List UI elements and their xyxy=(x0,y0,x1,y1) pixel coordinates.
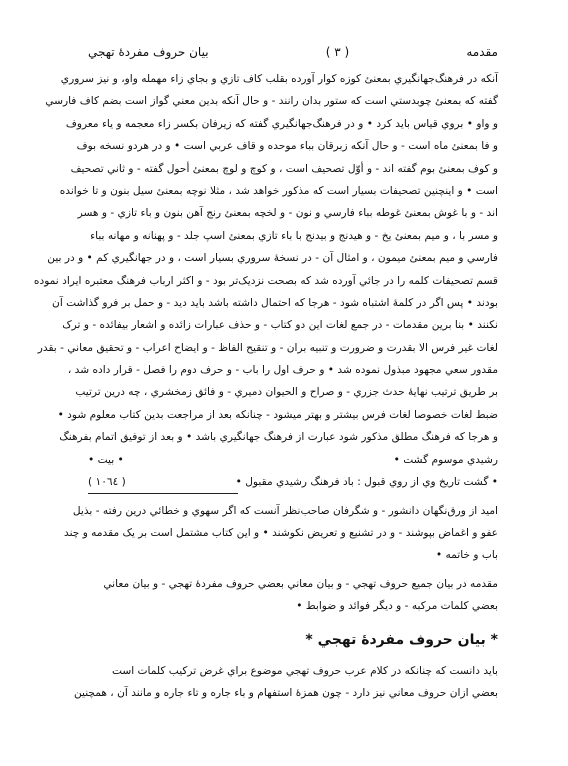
text-line: گفته که بمعنئ چوبدستي است که ستور بدان رانند - و حال آنکه بدين معني گواز است بضم کاف فارسي xyxy=(45,95,498,108)
text-line-with-bayt xyxy=(88,449,498,471)
text-line: آنکه در فرهنگ‌جهانگيري بمعنئ کوزه کوار آورده بقلب کاف تازي و بجاي زاء مهمله واو، و نيز سروري xyxy=(60,73,498,85)
text-line: لغات غير فرس الا بقدرت و ضرورت و تنبيه بران - و تنقيح الفاظ - و ايضاح اعراب - و تحقيق معاني - بقدر xyxy=(37,341,498,354)
verse-text: • گشت تاريخ وي از روي قبول : باد فرهنگ رشيدي مقبول • xyxy=(235,475,498,488)
text-line: بعضي کلمات مرکبه - و ديگر فوائد و ضوابط • xyxy=(296,600,498,613)
text-line: بايد دانست که چنانکه در کلام عرب حروف تهجي موضوع براي غرض ترکيب کلمات است xyxy=(111,664,498,677)
text-line: و کوف بمعنئ بوم گفته اند - و أوّل تصحيف است ، و کوچ و لوچ بمعنئ أحول گفته - و ثاني تصحيف xyxy=(70,162,498,175)
text-line: بودند • پس اگر در کلمۀ اشتباه شود - هرجا که احتمال داشته باشد بايد ديد - و حمل بر فرو گذاشت آن xyxy=(52,296,498,309)
text-line: است • و اينچنين تصحيفات بسيار است که مذکور خواهد شد ، مثلا نوچه بمعنئ سيل بنون و تا خوانده xyxy=(59,184,498,197)
text-line: و هرجا که فرهنگ مطلق مذکور شود عبارت از فرهنگ جهانگيري باشد • و بعد از توفيق اتمام بفرهنگ xyxy=(59,431,498,444)
text-line: بعضي ازان حروف معاني نيز دارد - چون همزۀ استفهام و باء جاره و تاء جاره و مانند آن ، همچنين xyxy=(73,686,498,699)
text-line: و فا بمعنئ ماه است - و حال آنکه زبرقان بباء موحده و قاف عربي است • و در هردو نسخه بوف xyxy=(76,140,498,153)
text-line: بر طريق ترتيب نهايۀ حدث جزري - و صراح و الحيوان دميري - و فائق زمخشري ، چه درين ترتيب xyxy=(75,386,498,399)
text-line: ضبط لغات خصوصا لغات فرس بيشتر و بهتر ميشود - چنانکه بعد از مراجعت بدين کتاب معلوم شود • xyxy=(57,408,498,421)
text-line: اميد از ورق‌نگهان دانشور - و شگرفان صاحب‌نظر آنست که اگر سهوي و خطائي درين رفته - بذيل xyxy=(72,504,498,517)
text-line: عفو و اغماض بپوشند - و در تشنيع و تعريض نکوشند • و اين کتاب مشتمل است بر يک مقدمه و چند xyxy=(64,527,498,540)
text-line: و واو • بروي قياس بايد کرد • و در فرهنگ‌جهانگيري گفته که زيرفان بکسر زاء معجمه و ياء معروف xyxy=(65,117,498,130)
closing-paragraph xyxy=(64,500,498,567)
page-number: ( ٣ ) xyxy=(325,45,350,59)
text-line: اند - و با غوش بمعنئ غوطه بباء فارسي و نون - و لخچه بمعنئ رنج آهن بنون و باء تازي - و هسر xyxy=(77,207,498,220)
page-header xyxy=(88,42,498,62)
text-line: و مسر با ، و ميم بمعنئ يخ - و هيدنج و بيدنج با باء تازي بمعنئ اسپ جلد - و پهنانه و مهانه بباء xyxy=(90,229,498,242)
text-line: نکنند • بنا برين مقدمات - در جمع لغات اين دو کتاب - و حذف عبارات زائده و اشعار بيفائده - و ترک xyxy=(62,319,498,332)
text-line: باب و خاتمه • xyxy=(435,549,498,562)
muqaddima-paragraph xyxy=(88,573,498,618)
final-paragraph xyxy=(73,660,498,705)
chronogram-verse xyxy=(88,471,498,493)
page-body xyxy=(33,68,498,704)
verse-year: ( ١٠٦٤ ) xyxy=(88,475,126,488)
intro-paragraph xyxy=(33,68,498,471)
text-line: قسم تصحيفات کلمه را در جائي آورده شد که بصحت نزديک‌تر بود - و اکثر ارباب فرهنگ معتبره ايراد نموده xyxy=(33,274,498,287)
text-line: مقدور سعي مجهود مبذول نموده شد • و حرف اول را باب - و حرف دوم را فصل - قرار داده شد ، xyxy=(67,364,498,377)
section-heading: * بيان حروف مفردۀ تهجي * xyxy=(305,631,498,648)
text-line: مقدمه در بيان جميع حروف تهجي - و بيان معاني بعضي حروف مفردۀ تهجي - و بيان معاني xyxy=(103,577,498,590)
text-line: رشيدي موسوم گشت • xyxy=(393,453,498,466)
text-line: فارسي و ميم بمعنئ ميمون ، و امثال آن - در نسخۀ سروري بسيار است ، و در جهانگيري کم • و در بين xyxy=(47,252,498,265)
running-title-left: بيان حروف مفردۀ تهجي xyxy=(88,45,209,59)
bayt-label: • بيت • xyxy=(88,453,124,466)
running-title-right: مقدمه xyxy=(466,45,498,59)
